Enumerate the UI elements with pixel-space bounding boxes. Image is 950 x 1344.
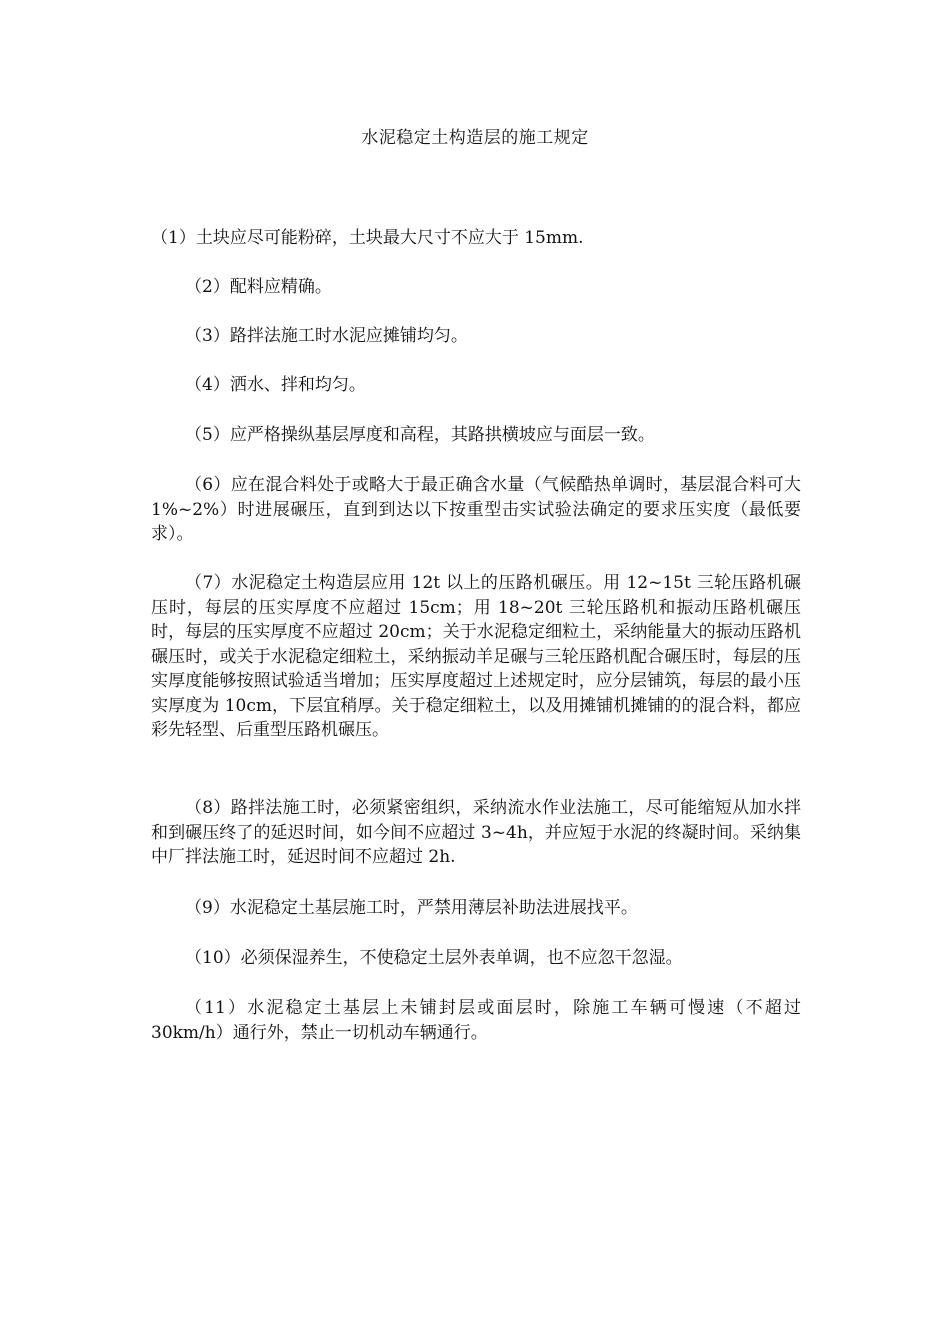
paragraph-5: （5）应严格操纵基层厚度和高程，其路拱横坡应与面层一致。 <box>185 425 655 445</box>
paragraph-1: （1）土块应尽可能粉碎，土块最大尺寸不应大于 15mm. <box>151 228 584 248</box>
paragraph-10: （10）必须保湿养生，不使稳定土层外表单调，也不应忽干忽湿。 <box>185 948 683 968</box>
paragraph-8: （8）路拌法施工时，必须紧密组织，采纳流水作业法施工，尽可能缩短从加水拌和到碾压终了的延迟时间，如今间不应超过 3~4h，并应短于水泥的终凝时间。采纳集中厂拌法施工时，延迟时间不应超过 2h. <box>151 798 801 867</box>
paragraph-3: （3）路拌法施工时水泥应摊铺均匀。 <box>185 326 468 346</box>
paragraph-9: （9）水泥稳定土基层施工时，严禁用薄层补助法进展找平。 <box>185 898 638 918</box>
paragraph-2: （2）配料应精确。 <box>185 277 332 297</box>
paragraph-4: （4）洒水、拌和均匀。 <box>185 375 366 395</box>
document-title: 水泥稳定土构造层的施工规定 <box>361 128 589 148</box>
paragraph-11: （11）水泥稳定土基层上未铺封层或面层时，除施工车辆可慢速（不超过 30km/h）通行外，禁止一切机动车辆通行。 <box>151 998 801 1043</box>
paragraph-7: （7）水泥稳定土构造层应用 12t 以上的压路机碾压。用 12~15t 三轮压路机碾压时，每层的压实厚度不应超过 15cm；用 18~20t 三轮压路机和振动压路机碾压时，每层的压实厚度不应超过 20cm；关于水泥稳定细粒土，采纳能量大的振动压路机碾压时，或关于水泥稳定细粒土，采纳振动羊足碾与三轮压路机配合碾压时，每层的压实厚度能够按照试验适当增加；压实厚度超过上述规定时，应分层铺筑，每层的最小压实厚度为 10cm，下层宜稍厚。关于稳定细粒土，以及用摊铺机摊铺的的混合料，都应彩先轻型、后重型压路机碾压。 <box>151 573 801 740</box>
paragraph-6: （6）应在混合料处于或略大于最正确含水量（气候酷热单调时，基层混合料可大 1%~2%）时进展碾压，直到到达以下按重型击实试验法确定的要求压实度（最低要求）。 <box>151 475 801 544</box>
